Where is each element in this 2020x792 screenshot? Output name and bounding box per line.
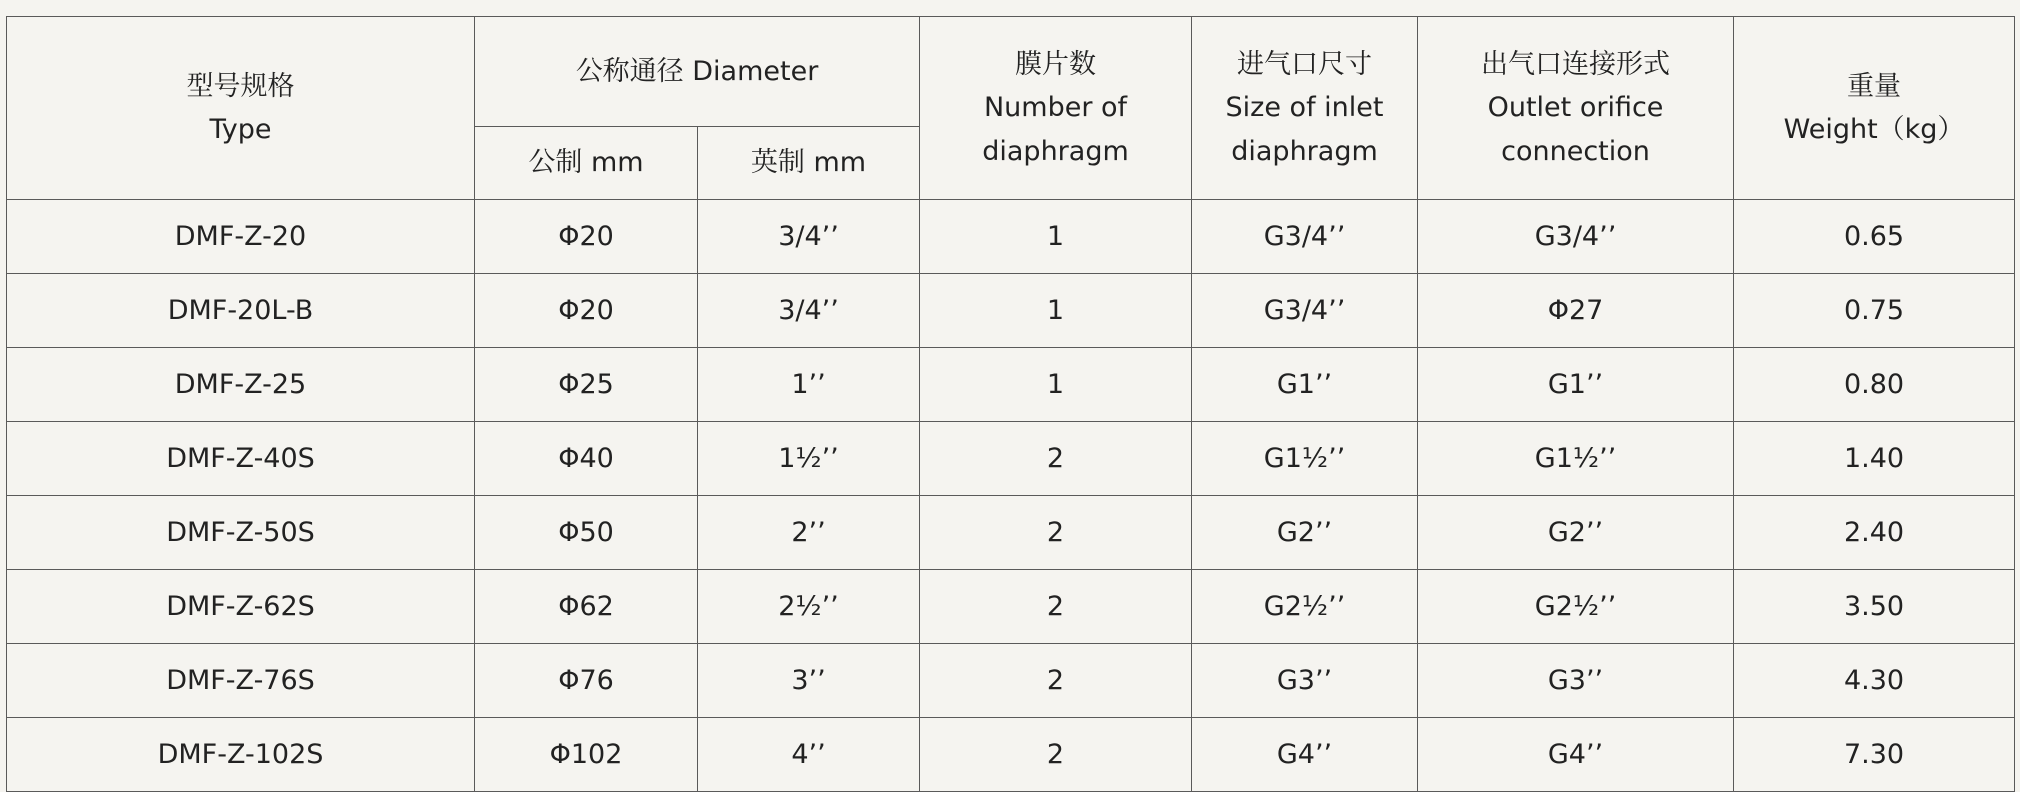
cell-metric: Φ25 <box>475 348 698 422</box>
cell-metric: Φ62 <box>475 570 698 644</box>
cell-weight: 4.30 <box>1734 644 2015 718</box>
cell-type: DMF-Z-102S <box>7 718 475 792</box>
cell-imperial: 2’’ <box>698 496 920 570</box>
header-weight-cn: 重量 <box>1847 70 1902 102</box>
cell-weight: 2.40 <box>1734 496 2015 570</box>
table-row <box>7 570 2015 644</box>
cell-inlet: G3/4’’ <box>1192 274 1418 348</box>
header-inlet-en2: diaphragm <box>1231 135 1378 167</box>
cell-imperial: 1’’ <box>698 348 920 422</box>
cell-inlet: G1½’’ <box>1192 422 1418 496</box>
cell-inlet: G4’’ <box>1192 718 1418 792</box>
cell-diaphragm: 2 <box>920 422 1192 496</box>
cell-imperial: 3/4’’ <box>698 274 920 348</box>
header-type-cn: 型号规格 <box>186 70 295 102</box>
cell-diaphragm: 2 <box>920 570 1192 644</box>
cell-weight: 0.80 <box>1734 348 2015 422</box>
cell-weight: 0.65 <box>1734 200 2015 274</box>
cell-diaphragm: 2 <box>920 496 1192 570</box>
header-metric: 公制 mm <box>475 127 698 200</box>
cell-inlet: G3/4’’ <box>1192 200 1418 274</box>
header-type-en: Type <box>209 114 272 145</box>
table-header <box>7 17 2015 200</box>
header-outlet <box>1418 17 1734 200</box>
cell-outlet: G1½’’ <box>1418 422 1734 496</box>
cell-imperial: 3’’ <box>698 644 920 718</box>
cell-imperial: 3/4’’ <box>698 200 920 274</box>
table-row <box>7 496 2015 570</box>
cell-metric: Φ102 <box>475 718 698 792</box>
cell-imperial: 2½’’ <box>698 570 920 644</box>
cell-weight: 3.50 <box>1734 570 2015 644</box>
header-type <box>7 17 475 200</box>
cell-outlet: G3/4’’ <box>1418 200 1734 274</box>
header-weight-en: Weight（kg） <box>1783 114 1965 145</box>
cell-diaphragm: 2 <box>920 718 1192 792</box>
cell-diaphragm: 1 <box>920 200 1192 274</box>
header-weight <box>1734 17 2015 200</box>
cell-imperial: 1½’’ <box>698 422 920 496</box>
cell-weight: 7.30 <box>1734 718 2015 792</box>
cell-outlet: G3’’ <box>1418 644 1734 718</box>
cell-inlet: G2’’ <box>1192 496 1418 570</box>
header-outlet-en1: Outlet orifice <box>1487 92 1664 124</box>
table-body <box>7 200 2015 792</box>
cell-diaphragm: 2 <box>920 644 1192 718</box>
spec-table <box>6 16 2015 792</box>
header-inlet-en1: Size of inlet <box>1225 92 1384 124</box>
header-inlet-cn: 进气口尺寸 <box>1237 49 1373 81</box>
cell-type: DMF-Z-20 <box>7 200 475 274</box>
header-diaphragm <box>920 17 1192 200</box>
header-diaphragm-cn: 膜片数 <box>1015 49 1097 81</box>
cell-outlet: G2½’’ <box>1418 570 1734 644</box>
cell-metric: Φ20 <box>475 274 698 348</box>
cell-weight: 0.75 <box>1734 274 2015 348</box>
header-imperial: 英制 mm <box>698 127 920 200</box>
cell-type: DMF-Z-50S <box>7 496 475 570</box>
cell-outlet: G1’’ <box>1418 348 1734 422</box>
cell-outlet: Φ27 <box>1418 274 1734 348</box>
header-diameter: 公称通径 Diameter <box>475 17 920 127</box>
table-row <box>7 274 2015 348</box>
cell-diaphragm: 1 <box>920 274 1192 348</box>
header-diaphragm-en2: diaphragm <box>982 135 1129 167</box>
header-outlet-cn: 出气口连接形式 <box>1481 49 1671 81</box>
spec-table-container <box>6 16 2015 792</box>
cell-diaphragm: 1 <box>920 348 1192 422</box>
cell-outlet: G2’’ <box>1418 496 1734 570</box>
table-row <box>7 348 2015 422</box>
cell-type: DMF-Z-25 <box>7 348 475 422</box>
cell-weight: 1.40 <box>1734 422 2015 496</box>
header-outlet-en2: connection <box>1501 135 1650 167</box>
cell-metric: Φ76 <box>475 644 698 718</box>
table-row <box>7 644 2015 718</box>
table-row <box>7 422 2015 496</box>
header-diaphragm-en1: Number of <box>983 92 1128 124</box>
cell-type: DMF-Z-40S <box>7 422 475 496</box>
cell-imperial: 4’’ <box>698 718 920 792</box>
cell-type: DMF-20L-B <box>7 274 475 348</box>
header-inlet <box>1192 17 1418 200</box>
cell-metric: Φ40 <box>475 422 698 496</box>
cell-type: DMF-Z-62S <box>7 570 475 644</box>
cell-inlet: G1’’ <box>1192 348 1418 422</box>
cell-outlet: G4’’ <box>1418 718 1734 792</box>
cell-metric: Φ50 <box>475 496 698 570</box>
cell-type: DMF-Z-76S <box>7 644 475 718</box>
table-row <box>7 718 2015 792</box>
table-row <box>7 200 2015 274</box>
cell-inlet: G3’’ <box>1192 644 1418 718</box>
cell-metric: Φ20 <box>475 200 698 274</box>
cell-inlet: G2½’’ <box>1192 570 1418 644</box>
